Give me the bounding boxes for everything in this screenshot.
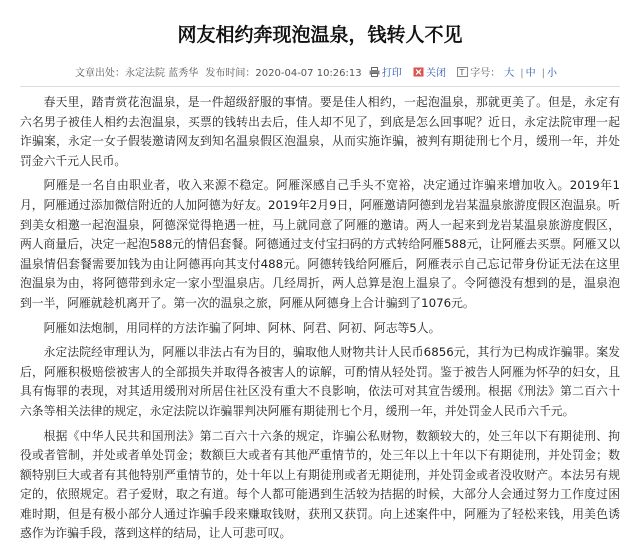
print-icon	[369, 67, 380, 77]
article-source: 文章出处：永定法院 蓝秀华	[75, 68, 199, 79]
paragraph: 永定法院经审理认为，阿雁以非法占有为目的，骗取他人财物共计人民币6856元，其行为已构成诈骗罪。案发后，阿雁积极赔偿被害人的全部损失并取得各被害人的谅解，可酌情从轻处罚。鉴于被告人阿雁为怀孕的妇女，且具有悔罪的表现，对其适用缓刑对所居住社区没有重大不良影响，依法可对其宣告缓刑。根据《刑法》第二百六十六条等相关法律的规定，永定法院以诈骗罪判决阿雁有期徒刑七个月，缓刑一年，并处罚金人民币六千元。	[20, 345, 620, 418]
close-button[interactable]	[413, 68, 453, 79]
font-size-small[interactable]: 小	[546, 68, 557, 79]
font-size-large[interactable]: 大	[504, 68, 515, 79]
close-icon	[413, 67, 424, 77]
paragraph: 阿雁是一名自由职业者，收入来源不稳定。阿雁深感自己手头不宽裕，决定通过诈骗来增加收入。2019年1月，阿雁通过添加微信附近的人加阿德为好友。2019年2月9日，阿雁邀请阿德到龙岩某温泉旅游度假区泡温泉。听到美女相邀一起泡温泉，阿德深觉得艳遇一桩，马上就同意了阿雁的邀请。两人一起来到龙岩某温泉旅游度假区，两人商量后，决定一起泡588元的情侣套餐。阿德通过支付宝扫码的方式转给阿雁588元，让阿雁去买票。阿雁又以温泉情侣套餐需要加钱为由让阿德再向其支付488元。阿德转钱给阿雁后，阿雁表示自己忘记带身份证无法在这里泡温泉为由，将阿德带到永定一家小型温泉店。几经周折，两人总算是泡上温泉了。令阿德没有想到的是，温泉泡到一半，阿雁就趁机离开了。第一次的温泉之旅，阿雁从阿德身上合计骗到了1076元。	[20, 178, 620, 310]
article-title: 网友相约奔现泡温泉，钱转人不见	[177, 24, 463, 46]
article-body	[20, 93, 620, 544]
paragraph: 春天里，踏青赏花泡温泉，是一件超级舒服的事情。要是佳人相约，一起泡温泉，那就更美了。但是，永定有六名男子被佳人相约去泡温泉，买票的钱转出去后，佳人却不见了，到底是怎么回事呢？近日，永定法院审理一起诈骗案，永定一女子假装邀请网友到知名温泉假区泡温泉，从而实施诈骗，被判有期徒刑七个月，缓刑一年，并处罚金六千元人民币。	[20, 95, 620, 168]
font-size-icon	[457, 67, 468, 77]
article-meta-bar	[20, 64, 620, 87]
paragraph: 根据《中华人民共和国刑法》第二百六十六条的规定，诈骗公私财物，数额较大的，处三年以下有期徒刑、拘役或者管制，并处或者单处罚金；数额巨大或者有其他严重情节的，处三年以上十年以下有期徒刑，并处罚金；数额特别巨大或者有其他特别严重情节的，处十年以上有期徒刑或者无期徒刑，并处罚金或者没收财产。本法另有规定的，依照规定。君子爱财，取之有道。每个人都可能遇到生活较为拮据的时候，大部分人会通过努力工作度过困难时期，但是有极小部分人通过诈骗手段来赚取钱财，获刑又获罚。向上述案件中，阿雁为了轻松来钱，用美色诱惑作为诈骗手段，落到这样的结局，让人可悲可叹。	[20, 428, 620, 541]
paragraph: 阿雁如法炮制，用同样的方法诈骗了阿坤、阿林、阿君、阿初、阿志等5人。	[43, 320, 441, 335]
print-button[interactable]	[369, 68, 409, 79]
font-size-control: T 字号： 大 | 中 | 小	[457, 68, 561, 79]
article-date: 发布时间：2020-04-07 10:26:13	[205, 68, 362, 79]
close-label: 关闭	[426, 68, 447, 79]
print-label: 打印	[381, 68, 402, 79]
font-size-label: 字号：	[470, 68, 501, 79]
font-size-medium[interactable]: 中	[525, 68, 536, 79]
svg-text:T: T	[459, 68, 465, 77]
